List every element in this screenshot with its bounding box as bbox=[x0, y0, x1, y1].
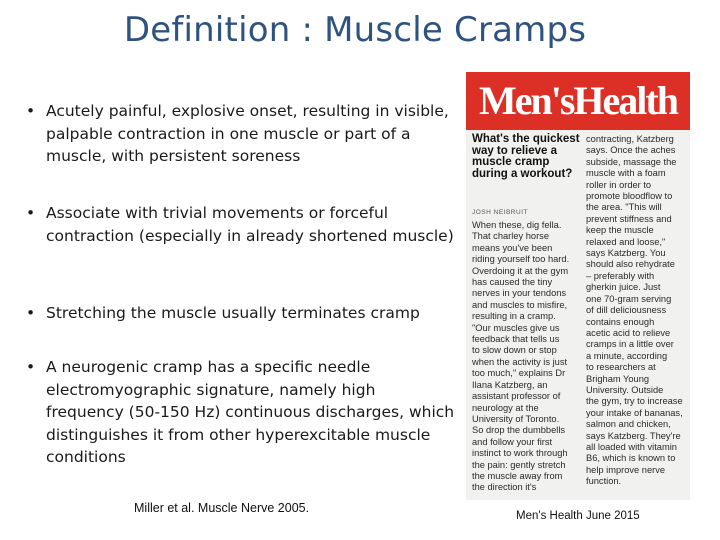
bullet-item bbox=[26, 202, 456, 247]
clipping-headline: What's the quickest way to relieve a muscle cramp during a workout? bbox=[472, 133, 580, 180]
bullet-text: A neurogenic cramp has a specific needle electromyographic signature, namely high frequency (50-150 Hz) continuous discharges, which distinguishes it from other hyperexcitable muscle conditions bbox=[46, 358, 455, 466]
clipping-right-column: contracting, Katzberg says. Once the aches subside, massage the muscle with a foam roller in order to promote bloodflow to the area. "This will prevent stiffness and keep the muscle relaxed and loose," says Katzberg. You should also rehydrate – preferably with gherkin juice. Just one 70-gram serving of dill deliciousness contains enough acetic acid to relieve cramps in a little over a minute, according to researchers at Brigham Young University. Outside the gym, try to increase your intake of bananas, salmon and chicken, says Katzberg. They're all loaded with vitamin B6, which is known to help improve nerve function. bbox=[586, 134, 683, 487]
bullet-item bbox=[26, 356, 456, 469]
bullet-marker: • bbox=[26, 102, 36, 120]
bullet-item bbox=[26, 302, 456, 325]
bullet-marker: • bbox=[26, 304, 36, 322]
clipping-left-column: When these, dig fella. That charley horse means you've been riding yourself too hard. Overdoing it at the gym has caused the tiny nerves in your tendons and muscles to misfire, resulting in a cramp. "Our muscles give us feedback that tells us to slow down or stop when the activity is just too much," explains Dr Ilana Katzberg, an assistant professor of neurology at the University of Toronto. So drop the dumbbells and follow your first instinct to work through the pain: gently stretch the muscle away from the direction it's bbox=[472, 220, 570, 493]
clipping-byline: JOSH NEIBRUIT bbox=[472, 209, 528, 216]
bullet-marker: • bbox=[26, 358, 36, 376]
bullet-marker: • bbox=[26, 204, 36, 222]
mens-health-logo: Men'sHealth bbox=[466, 72, 690, 130]
bullet-item bbox=[26, 100, 456, 168]
citation-miller: Miller et al. Muscle Nerve 2005. bbox=[134, 501, 310, 515]
slide-title: Definition : Muscle Cramps bbox=[123, 10, 587, 50]
citation-mens-health: Men's Health June 2015 bbox=[516, 510, 640, 522]
bullet-text: Associate with trivial movements or forceful contraction (especially in already shortened muscle) bbox=[46, 204, 454, 245]
bullet-text: Stretching the muscle usually terminates cramp bbox=[46, 304, 420, 322]
bullet-text: Acutely painful, explosive onset, resulting in visible, palpable contraction in one muscle or part of a muscle, with persistent soreness bbox=[46, 102, 449, 165]
mens-health-clipping bbox=[466, 72, 690, 500]
